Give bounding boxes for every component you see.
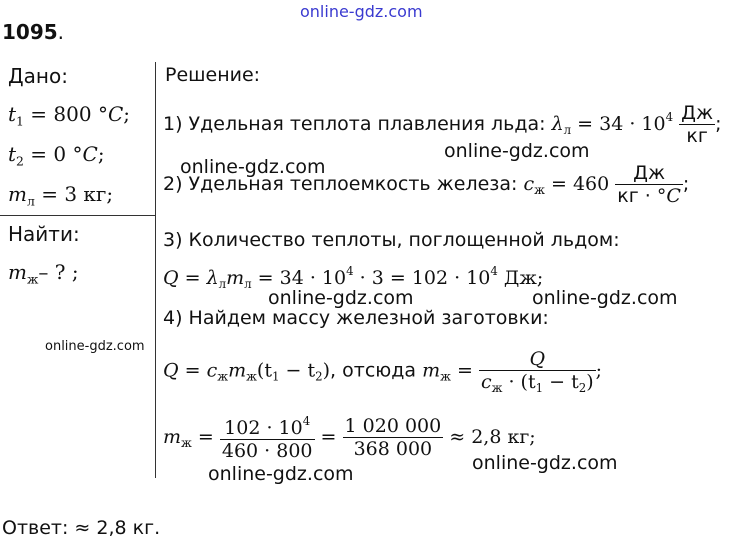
step4-close: ) (322, 359, 331, 382)
step4-den-mid: · (t (502, 371, 536, 393)
step4-paren: (t (256, 359, 272, 382)
step4-formula (163, 348, 602, 395)
t2-end: ; (97, 142, 105, 166)
t1-symbol: t (8, 102, 17, 126)
step4-minus: − t (279, 359, 316, 382)
step2-end: ; (682, 173, 690, 195)
step1-value: = 34 · 10 (571, 113, 666, 135)
step4-t2-sub: 2 (315, 369, 323, 384)
watermark[interactable]: online-gdz.com (532, 287, 678, 309)
watermark[interactable]: online-gdz.com (45, 339, 145, 354)
step2-unit-den-c: C (666, 185, 681, 207)
step1-unit-fraction (679, 102, 715, 147)
ml-value: = 3 кг; (34, 182, 114, 206)
t1-value: = 800 ° (23, 102, 108, 126)
step4-den-c: c (480, 371, 492, 393)
final-fraction-2 (343, 415, 444, 460)
final-f1-num (220, 414, 315, 439)
step4-c: c (206, 359, 218, 382)
watermark[interactable]: online-gdz.com (180, 156, 326, 178)
step4-m2: m (422, 359, 441, 382)
watermark[interactable]: online-gdz.com (268, 287, 414, 309)
step4-m-sub: ж (246, 369, 257, 384)
given-t1 (8, 102, 130, 128)
step2-unit-num: Дж (633, 162, 666, 184)
final-f1-num-text: 102 · 10 (224, 416, 303, 439)
final-m-sub: ж (181, 436, 192, 451)
vertical-divider (155, 62, 156, 478)
step4-fraction (479, 348, 596, 395)
lambda-symbol: λ (551, 113, 564, 135)
step2-unit-den (615, 184, 683, 207)
step2-formula (523, 173, 616, 198)
step2-unit-fraction (615, 162, 683, 207)
step1 (163, 102, 722, 147)
t2-value: = 0 ° (23, 142, 83, 166)
step4-eq: = (178, 359, 207, 382)
final-eq2: = (314, 425, 343, 448)
step1-end: ; (715, 113, 722, 135)
step2-unit-den-text: кг · ° (617, 185, 667, 207)
find-subscript: ж (26, 271, 39, 287)
step3-m-sub: л (244, 276, 252, 291)
step4-den-minus: − t (543, 371, 579, 393)
final-f2-den: 368 000 (343, 437, 444, 460)
step4-frac-den (479, 370, 596, 395)
given-title: Дано: (8, 64, 68, 88)
problem-number-value: 1095 (2, 20, 58, 44)
step4-m: m (228, 359, 247, 382)
c-subscript: ж (534, 183, 545, 198)
find-mzh (8, 260, 79, 286)
step1-unit-den: кг (679, 124, 715, 147)
step3-rest: = 34 · 10 (251, 266, 347, 289)
step4-q: Q (163, 359, 179, 382)
t2-subscript: 2 (16, 153, 24, 169)
t1-subscript: 1 (16, 113, 24, 129)
step3-lambda-sub: л (218, 276, 227, 291)
step4-den-close: ) (586, 371, 594, 393)
problem-number (2, 20, 64, 44)
step4-text: 4) Найдем массу железной заготовки: (163, 307, 549, 329)
find-symbol: m (8, 260, 27, 284)
final-approx: ≈ 2,8 кг; (443, 425, 536, 448)
ml-symbol: m (8, 182, 27, 206)
final-m: m (163, 425, 182, 448)
step1-exponent: 4 (665, 110, 674, 125)
answer: Ответ: ≈ 2,8 кг. (2, 517, 161, 539)
ml-subscript: л (26, 193, 35, 209)
step1-formula (551, 110, 674, 138)
watermark[interactable]: online-gdz.com (472, 452, 618, 474)
step4-c-sub: ж (217, 369, 229, 384)
find-title: Найти: (8, 222, 80, 246)
step4-den-c-sub: ж (491, 381, 503, 396)
final-eq: = (191, 425, 220, 448)
step3-rest2: · 3 = 102 · 10 (353, 266, 491, 289)
step1-unit-num: Дж (681, 102, 714, 124)
t2-symbol: t (8, 142, 17, 166)
step4-m2-sub: ж (440, 369, 451, 384)
t1-end: ; (123, 102, 131, 126)
step2-value: = 460 (544, 173, 616, 195)
step3-eq: = (178, 266, 207, 289)
step1-text: 1) Удельная теплота плавления льда: (163, 113, 552, 135)
horizontal-divider (0, 215, 155, 216)
step3-text: 3) Количество теплоты, поглощенной льдом: (163, 229, 620, 251)
step3-sup1: 4 (346, 264, 354, 278)
watermark[interactable]: online-gdz.com (444, 140, 590, 162)
final-f1-sup: 4 (302, 414, 311, 428)
final-f2-num: 1 020 000 (344, 415, 442, 438)
find-rest: – ? ; (38, 260, 79, 284)
given-ml (8, 182, 113, 208)
c-symbol: c (523, 173, 535, 195)
step2-text: 2) Удельная теплоемкость железа: (163, 173, 524, 195)
given-t2 (8, 142, 105, 168)
problem-number-dot: . (57, 20, 65, 44)
final-fraction-1 (220, 414, 315, 462)
t1-unit: C (107, 102, 124, 126)
q-symbol: Q (163, 266, 179, 289)
step4-den-t2-sub: 2 (578, 381, 587, 396)
site-watermark-top[interactable]: online-gdz.com (300, 2, 423, 21)
step4-eq2: = (450, 359, 479, 382)
watermark[interactable]: online-gdz.com (208, 463, 354, 485)
step3-rest3: Дж; (497, 266, 544, 289)
step3-m: m (226, 266, 245, 289)
step3-lambda: λ (206, 266, 219, 289)
step4-end: ; (595, 359, 603, 382)
t2-unit: C (82, 142, 98, 166)
step4-frac-num: Q (529, 348, 546, 370)
lambda-subscript: л (563, 123, 572, 138)
step4-den-t1-sub: 1 (535, 381, 544, 396)
step3-sup2: 4 (490, 264, 498, 278)
final-f1-den: 460 · 800 (221, 439, 313, 462)
solution-title: Решение: (165, 64, 261, 86)
step4-otsyuda: , отсюда (330, 359, 423, 382)
step4-t1-sub: 1 (271, 369, 280, 384)
